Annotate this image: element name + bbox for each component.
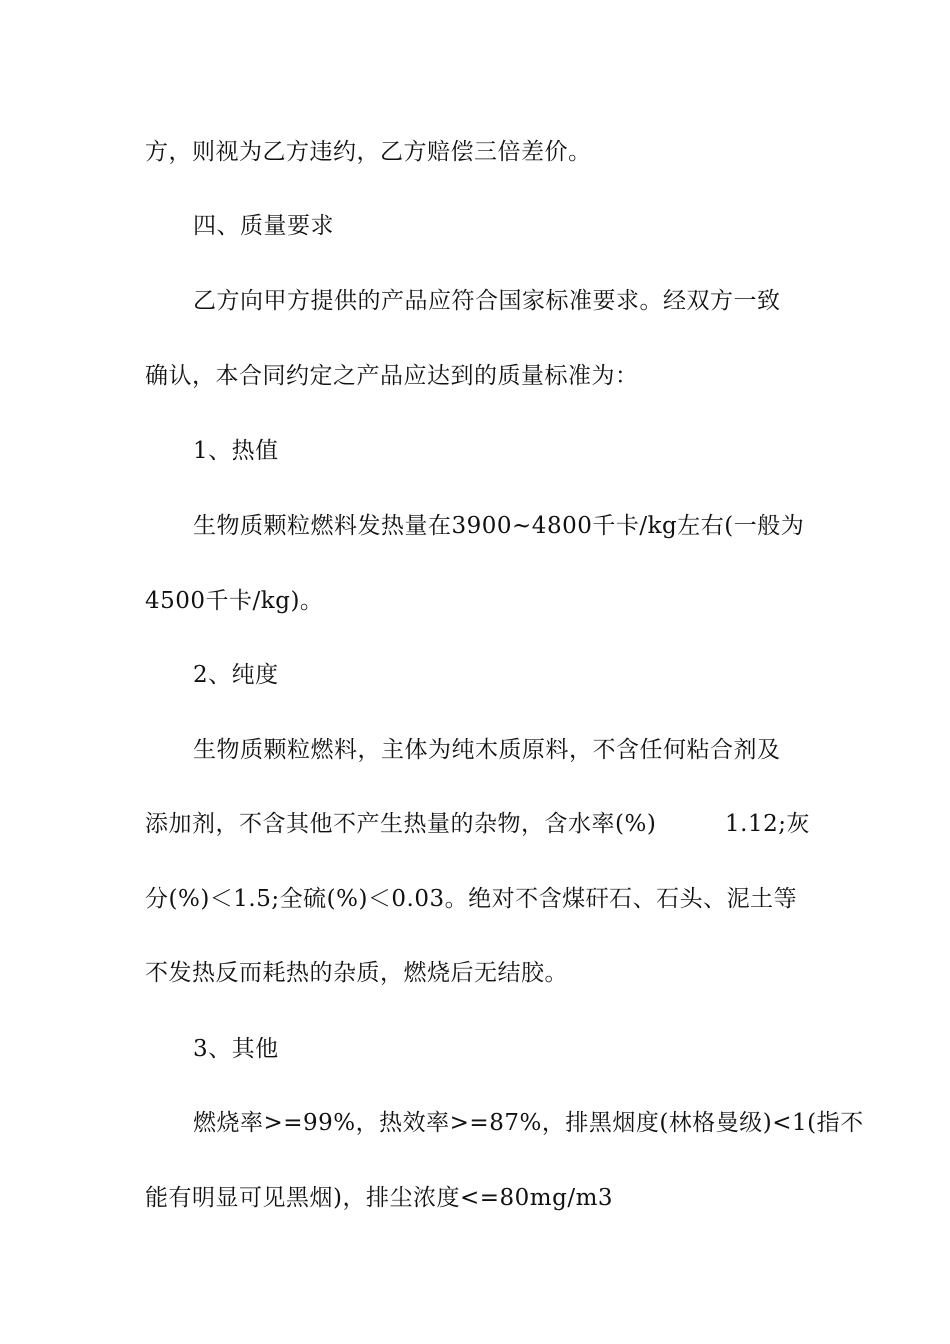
subsection-heading: 1、热值 <box>193 438 279 464</box>
paragraph-line: 分(%)＜1.5;全硫(%)＜0.03。绝对不含煤矸石、石头、泥土等 <box>145 886 798 912</box>
paragraph-line-left: 添加剂，不含其他不产生热量的杂物，含水率(%) <box>145 811 657 837</box>
paragraph-line: 不发热反而耗热的杂质，燃烧后无结胶。 <box>145 960 568 986</box>
subsection-heading: 2、纯度 <box>193 662 279 688</box>
section-heading: 四、质量要求 <box>193 213 334 239</box>
subsection-heading: 3、其他 <box>193 1036 279 1062</box>
paragraph-line: 确认，本合同约定之产品应达到的质量标准为： <box>145 363 639 389</box>
paragraph-line: 生物质颗粒燃料发热量在3900~4800千卡/kg左右(一般为 <box>193 513 805 539</box>
paragraph-line-right: 1.12;灰 <box>725 811 810 837</box>
paragraph-line: 乙方向甲方提供的产品应符合国家标准要求。经双方一致 <box>193 288 781 314</box>
paragraph-line <box>145 809 810 839</box>
paragraph-line: 燃烧率>=99%，热效率>=87%，排黑烟度(林格曼级)<1(指不 <box>193 1110 864 1136</box>
paragraph-line: 能有明显可见黑烟)，排尘浓度<=80mg/m3 <box>145 1185 614 1211</box>
paragraph-line: 方，则视为乙方违约，乙方赔偿三倍差价。 <box>145 139 592 165</box>
paragraph-line: 生物质颗粒燃料，主体为纯木质原料，不含任何粘合剂及 <box>193 737 781 763</box>
paragraph-line: 4500千卡/kg)。 <box>145 588 324 614</box>
